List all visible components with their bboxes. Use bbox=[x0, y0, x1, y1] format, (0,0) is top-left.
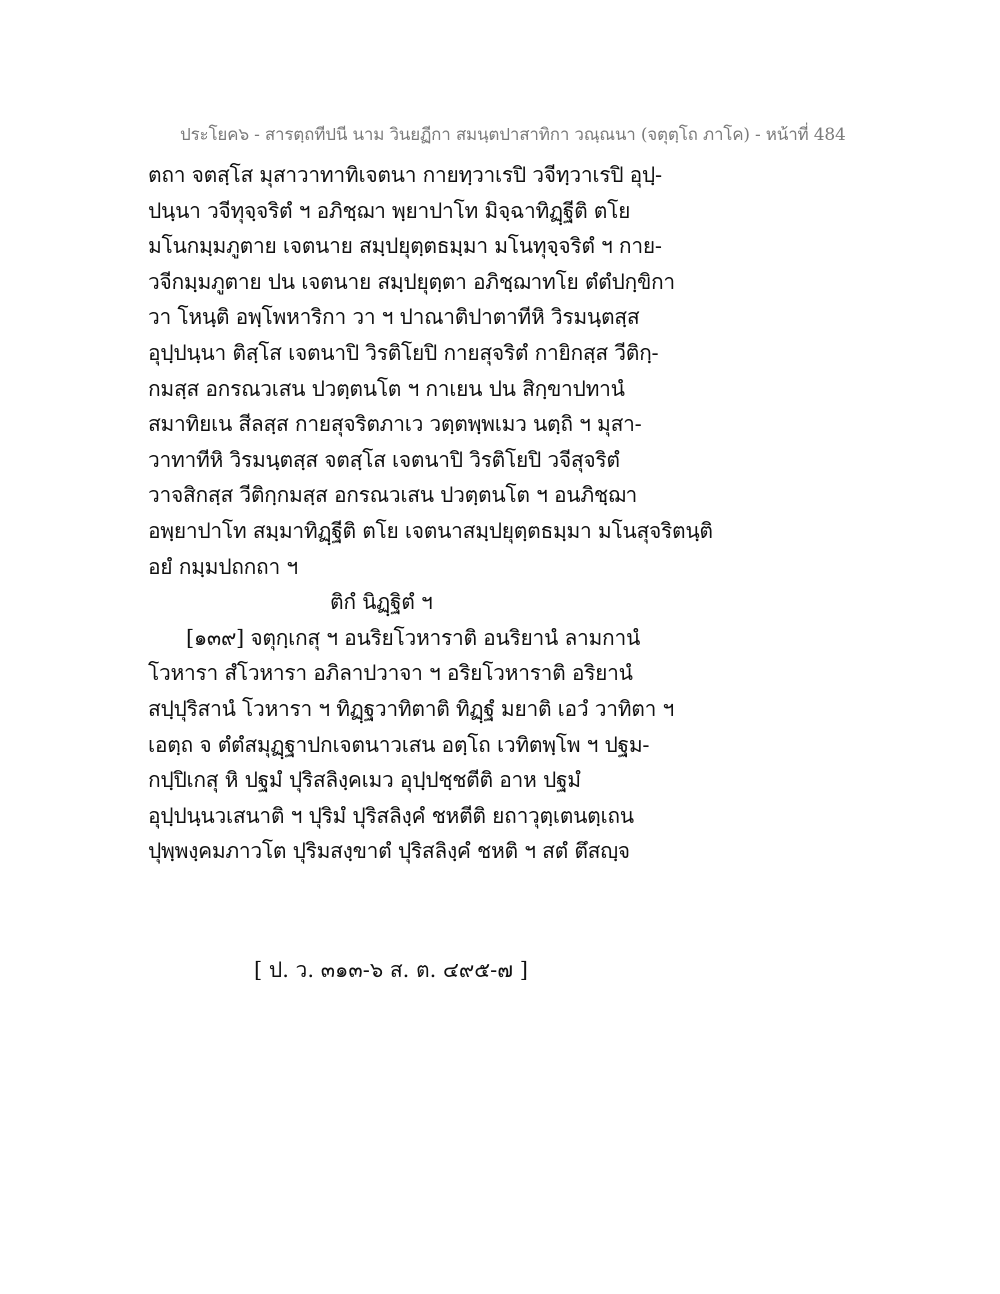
text-line: วจีกมฺมภูตาย ปน เจตนาย สมฺปยุตฺตา อภิชฺฌาทโย ตํตํปกฺขิกา bbox=[148, 269, 675, 294]
text-line: สปฺปุริสานํ โวหารา ฯ ทิฏฺฐวาทิตาติ ทิฏฺฐํ มยาติ เอวํ วาทิตา ฯ bbox=[148, 696, 674, 721]
section-heading: ติกํ นิฏฺฐิตํ ฯ bbox=[330, 590, 433, 615]
text-line: อพฺยาปาโท สมฺมาทิฏฺฐีติ ตโย เจตนาสมฺปยุตฺตธมฺมา มโนสุจริตนฺติ bbox=[148, 518, 713, 543]
text-line: กมสฺส อกรณวเสน ปวตฺตนโต ฯ กาเยน ปน สิกฺขาปทานํ bbox=[148, 376, 625, 401]
text-line: อยํ กมฺมปถกถา ฯ bbox=[148, 554, 298, 579]
main-text bbox=[148, 158, 748, 870]
page-header: ประโยค๖ - สารตฺถทีปนี นาม วินยฏีกา สมนฺตปาสาทิกา วณฺณนา (จตุตฺโถ ภาโค) - หน้าที่ 484 bbox=[180, 125, 846, 145]
text-line: กปฺปิเกสุ หิ ปฐมํ ปุริสลิงฺคเมว อุปฺปชฺชตีติ อาห ปฐมํ bbox=[148, 768, 581, 793]
reference-citation: [ ป. ว. ๓๑๓-๖ ส. ต. ๔๙๕-๗ ] bbox=[254, 958, 528, 982]
text-line: มโนกมฺมภูตาย เจตนาย สมฺปยุตฺตธมฺมา มโนทุจฺจริตํ ฯ กาย- bbox=[148, 234, 662, 259]
text-line: สมาทิยเน สีลสฺส กายสุจริตภาเว วตฺตพฺพเมว นตฺถิ ฯ มุสา- bbox=[148, 412, 642, 437]
text-line: วา โหนฺติ อพฺโพหาริกา วา ฯ ปาณาติปาตาทีหิ วิรมนฺตสฺส bbox=[148, 305, 640, 330]
text-line: อุปฺปนฺนา ติสฺโส เจตนาปิ วิรติโยปิ กายสุจริตํ กายิกสฺส วีติกฺ- bbox=[148, 340, 659, 365]
text-line: เอตฺถ จ ตํตํสมุฏฺฐาปกเจตนาวเสน อตฺโถ เวทิตพฺโพ ฯ ปฐม- bbox=[148, 732, 650, 757]
text-line: วาจสิกสฺส วีติกฺกมสฺส อกรณวเสน ปวตฺตนโต ฯ อนภิชฺฌา bbox=[148, 483, 637, 508]
text-line: ปนฺนา วจีทุจฺจริตํ ฯ อภิชฺฌา พฺยาปาโท มิจฺฉาทิฏฺฐีติ ตโย bbox=[148, 198, 631, 223]
text-line: วาทาทีหิ วิรมนฺตสฺส จตสฺโส เจตนาปิ วิรติโยปิ วจีสุจริตํ bbox=[148, 447, 620, 472]
text-line: ตถา จตสฺโส มุสาวาทาทิเจตนา กายทฺวาเรปิ วจีทฺวาเรปิ อุปฺ- bbox=[148, 163, 662, 187]
text-line: ปุพฺพงฺคมภาวโต ปุริมสงฺขาตํ ปุริสลิงฺคํ ชหติ ฯ สตํ ตึสญฺจ bbox=[148, 839, 630, 864]
text-line: โวหารา สํโวหารา อภิลาปวาจา ฯ อริยโวหาราติ อริยานํ bbox=[148, 661, 633, 686]
text-line: อุปฺปนฺนวเสนาติ ฯ ปุริมํ ปุริสลิงฺคํ ชหตีติ ยถาวุตฺเตนตฺเถน bbox=[148, 803, 634, 828]
text-line: [๑๓๙] จตุกฺเกสุ ฯ อนริยโวหาราติ อนริยานํ ลามกานํ bbox=[186, 625, 641, 650]
